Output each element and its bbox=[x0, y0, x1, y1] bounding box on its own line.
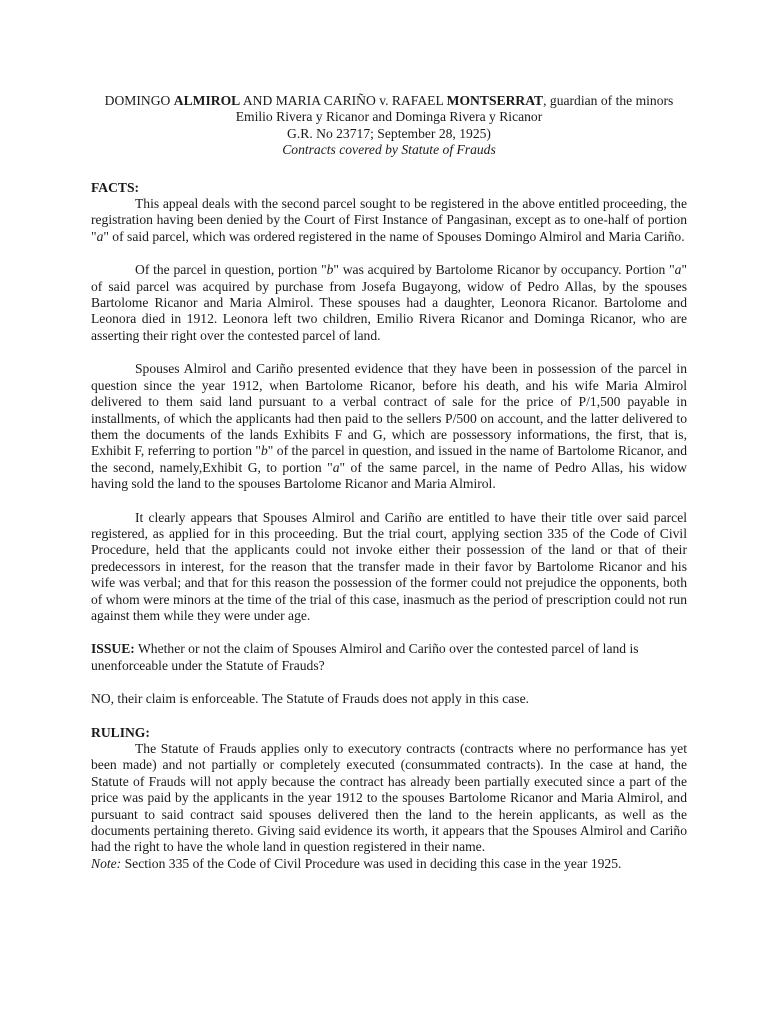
portion-label: a bbox=[332, 459, 340, 475]
text-run: Spouses Almirol and Cariño presented evidence that they have been in possession of the parcel in question since the year 1912, when Bartolome Ricanor, before his death, and his wife Maria Almirol delivered to them said land pursuant to a verbal contract of sale for the price of P/1,500 payable in installments, of which the applicants had then paid to the sellers P/500 on account, and the latter delivered to them the documents of the lands Exhibits F and G, which are possessory informations, the first, that is, Exhibit F, referring to portion " bbox=[91, 361, 687, 459]
case-title-part: AND MARIA CARIÑO v. RAFAEL bbox=[240, 93, 447, 108]
portion-label: a bbox=[96, 228, 104, 244]
note-label: Note: bbox=[91, 855, 122, 871]
issue-paragraph bbox=[91, 641, 687, 674]
ruling-note bbox=[91, 856, 687, 872]
text-run: " of the parcel in question, and issued in the name of Bartolome Ricanor, and the second, namely,Exhibit G, to portion " bbox=[91, 443, 688, 475]
portion-label: b bbox=[326, 262, 334, 278]
case-subtitle: Contracts covered by Statute of Frauds bbox=[282, 142, 496, 158]
text-run: " of said parcel was acquired by purchase from Josefa Bugayong, widow of Pedro Allas, by the spouses Bartolome Ricanor and Maria Almirol. These spouses had a daughter, Leonora Ricanor. Bartolome and Leonora died in 1912. Leonora left two children, Emilio Rivera Ricanor and Dominga Ricanor, who are asserting their right over the contested parcel of land. bbox=[91, 262, 687, 343]
answer-paragraph: NO, their claim is enforceable. The Statute of Frauds does not apply in this case. bbox=[91, 691, 530, 707]
case-citation: G.R. No 23717; September 28, 1925) bbox=[287, 125, 491, 141]
portion-label: b bbox=[261, 443, 268, 459]
ruling-heading: RULING: bbox=[91, 724, 150, 740]
case-title-minors: Emilio Rivera y Ricanor and Dominga Rivera y Ricanor bbox=[235, 109, 543, 125]
text-run: This appeal deals with the second parcel sought to be registered in the above entitled proceeding, the registration having been denied by the Court of First Instance of Pangasinan, except as to one-half of portion " bbox=[91, 196, 687, 244]
facts-paragraph-1 bbox=[91, 196, 687, 245]
case-digest bbox=[91, 93, 687, 872]
facts-paragraph-2 bbox=[91, 262, 687, 344]
case-title-part: , guardian of the minors bbox=[543, 93, 674, 108]
note-text: Section 335 of the Code of Civil Procedure was used in deciding this case in the year 1925. bbox=[121, 855, 622, 871]
case-title-respondent-surname: MONTSERRAT bbox=[446, 93, 544, 108]
portion-label: a bbox=[674, 262, 682, 278]
case-title-part: DOMINGO bbox=[104, 93, 174, 108]
text-run: " of said parcel, which was ordered registered in the name of Spouses Domingo Almirol and Maria Cariño. bbox=[103, 228, 685, 244]
issue-text: Whether or not the claim of Spouses Almirol and Cariño over the contested parcel of land is unenforceable under the Statute of Frauds? bbox=[91, 641, 639, 673]
text-run: " was acquired by Bartolome Ricanor by occupancy. Portion " bbox=[333, 262, 675, 278]
text-run: " of the same parcel, in the name of Pedro Allas, his widow having sold the land to the spouses Bartolome Ricanor and Maria Almirol. bbox=[91, 459, 687, 492]
issue-heading: ISSUE: bbox=[91, 641, 135, 657]
facts-heading: FACTS: bbox=[91, 179, 140, 195]
facts-paragraph-3 bbox=[91, 361, 687, 492]
facts-paragraph-4: It clearly appears that Spouses Almirol and Cariño are entitled to have their title over said parcel registered, as applied for in this proceeding. But the trial court, applying section 335 of the Code of Civil Procedure, held that the applicants could not invoke either their possession of the land or that of their predecessors in interest, for the reason that the transfer made in their favor by Bartolome Ricanor and his wife was verbal; and that for this reason the possession of the former could not prejudice the opponents, both of whom were minors at the time of the trial of this case, inasmuch as the period of prescription could not run against them while they were under age. bbox=[91, 509, 687, 623]
text-run: Of the parcel in question, portion " bbox=[135, 262, 327, 278]
case-title-petitioner-surname: ALMIROL bbox=[173, 93, 241, 108]
ruling-paragraph: The Statute of Frauds applies only to executory contracts (contracts where no performance has yet been made) and not partially or completely executed (consummated contracts). In the case at hand, the Statute of Frauds will not apply because the contract has already been partially executed since a part of the price was paid by the applicants in the year 1912 to the spouses Bartolome Ricanor and Maria Almirol, and pursuant to said contract said spouses delivered then the land to the herein applicants, as well as the documents pertaining thereto. Giving said evidence its worth, it appears that the Spouses Almirol and Cariño had the right to have the whole land in question registered in their name. bbox=[91, 741, 687, 855]
case-title bbox=[91, 93, 687, 109]
case-header bbox=[91, 93, 687, 159]
